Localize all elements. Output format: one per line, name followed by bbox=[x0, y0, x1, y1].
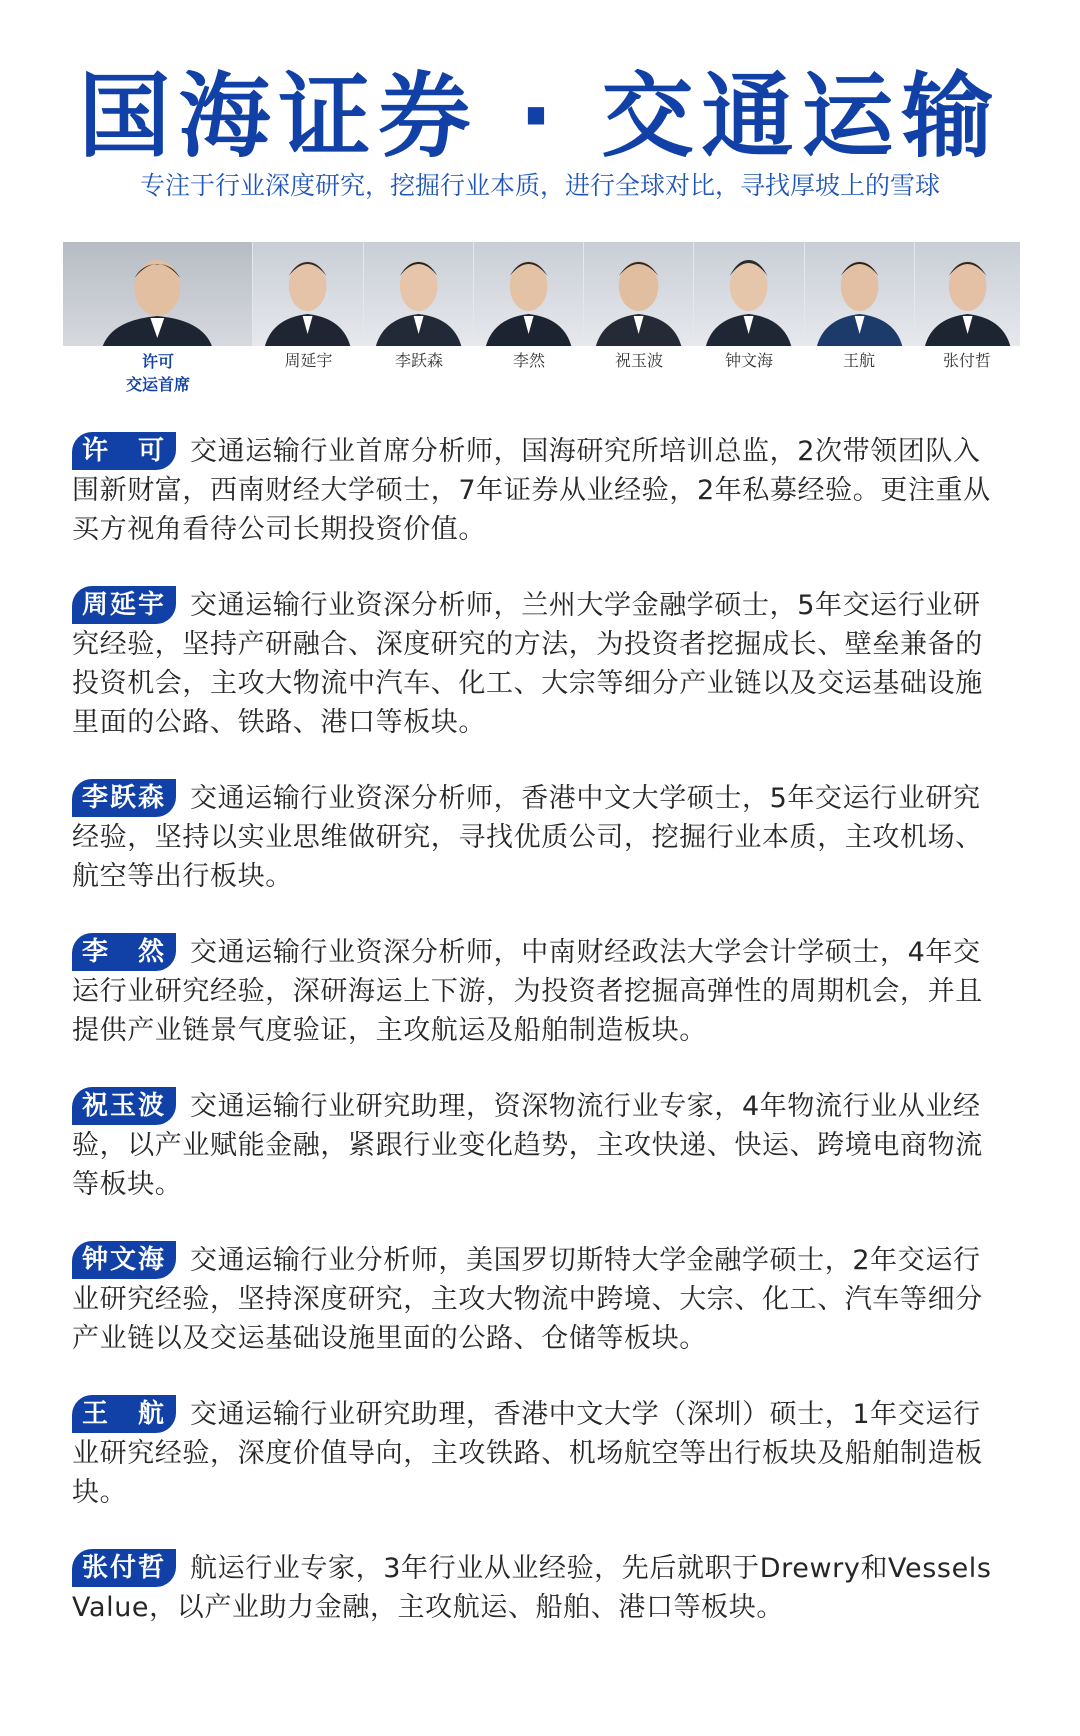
team-role-label: 交运首席 bbox=[125, 375, 190, 394]
team-photo-zhuyubo bbox=[584, 242, 694, 346]
name-badge: 钟文海 bbox=[72, 1241, 176, 1279]
team-name-label: 李然 bbox=[512, 351, 545, 370]
page-title: 国海证券 · 交通运输 bbox=[78, 63, 1002, 170]
name-badge: 许 可 bbox=[72, 432, 176, 470]
profile-entry bbox=[72, 1395, 1008, 1512]
profile-entry bbox=[72, 1241, 1008, 1358]
name-badge: 李跃森 bbox=[72, 779, 176, 817]
profile-entry bbox=[72, 1087, 1008, 1204]
page-subtitle: 专注于行业深度研究，挖掘行业本质，进行全球对比，寻找厚坡上的雪球 bbox=[139, 171, 940, 200]
profile-text: 交通运输行业资深分析师，兰州大学金融学硕士，5年交运行业研究经验，坚持产研融合、深度研究的方法，为投资者挖掘成长、壁垒兼备的投资机会，主攻大物流中汽车、化工、大宗等细分产业链以及交运基础设施里面的公路、铁路、港口等板块。 bbox=[72, 590, 983, 738]
team-photo-liyuesen bbox=[364, 242, 474, 346]
name-badge: 祝玉波 bbox=[72, 1087, 176, 1125]
profile-entry bbox=[72, 779, 1008, 896]
profile-entry bbox=[72, 1549, 1008, 1627]
team-name-label: 祝玉波 bbox=[614, 351, 663, 370]
team-photo-zhongwenhai bbox=[694, 242, 804, 346]
team-photo-zhouyanyu bbox=[253, 242, 364, 346]
team-name-label: 钟文海 bbox=[724, 351, 773, 370]
profile-list bbox=[72, 432, 1008, 1664]
team-names-row bbox=[63, 350, 1020, 396]
team-name-label: 周延宇 bbox=[284, 351, 333, 370]
team-photo-liran bbox=[474, 242, 584, 346]
name-badge: 王 航 bbox=[72, 1395, 176, 1433]
name-badge: 周延宇 bbox=[72, 586, 176, 624]
name-badge: 李 然 bbox=[72, 933, 176, 971]
profile-entry bbox=[72, 432, 1008, 549]
team-name-leader bbox=[63, 350, 253, 396]
team-name-label: 李跃森 bbox=[394, 351, 443, 370]
team-name-label: 王航 bbox=[842, 351, 875, 370]
profile-text: 交通运输行业研究助理，资深物流行业专家，4年物流行业从业经验，以产业赋能金融，紧跟行业变化趋势，主攻快递、快运、跨境电商物流等板块。 bbox=[72, 1091, 983, 1200]
team-photo-strip bbox=[63, 242, 1020, 346]
profile-text: 航运行业专家，3年行业从业经验，先后就职于Drewry和VesselsValue，以产业助力金融，主攻航运、船舶、港口等板块。 bbox=[72, 1553, 992, 1623]
profile-entry bbox=[72, 933, 1008, 1050]
team-photo-zhangfuzhe bbox=[915, 242, 1020, 346]
profile-text: 交通运输行业资深分析师，香港中文大学硕士，5年交运行业研究经验，坚持以实业思维做研究，寻找优质公司，挖掘行业本质，主攻机场、航空等出行板块。 bbox=[72, 783, 983, 892]
profile-text: 交通运输行业资深分析师，中南财经政法大学会计学硕士，4年交运行业研究经验，深研海运上下游，为投资者挖掘高弹性的周期机会，并且提供产业链景气度验证，主攻航运及船舶制造板块。 bbox=[72, 937, 983, 1046]
profile-text: 交通运输行业分析师，美国罗切斯特大学金融学硕士，2年交运行业研究经验，坚持深度研究，主攻大物流中跨境、大宗、化工、汽车等细分产业链以及交运基础设施里面的公路、仓储等板块。 bbox=[72, 1245, 983, 1354]
team-photo-xuke bbox=[63, 242, 253, 346]
name-badge: 张付哲 bbox=[72, 1549, 176, 1587]
team-name-label: 许可 bbox=[141, 352, 174, 371]
team-photo-wanghang bbox=[805, 242, 915, 346]
profile-text: 交通运输行业研究助理，香港中文大学（深圳）硕士，1年交运行业研究经验，深度价值导向，主攻铁路、机场航空等出行板块及船舶制造板块。 bbox=[72, 1399, 983, 1508]
team-name-label: 张付哲 bbox=[942, 351, 991, 370]
profile-entry bbox=[72, 586, 1008, 742]
profile-text: 交通运输行业首席分析师，国海研究所培训总监，2次带领团队入围新财富，西南财经大学硕士，7年证券从业经验，2年私募经验。更注重从买方视角看待公司长期投资价值。 bbox=[72, 436, 991, 545]
